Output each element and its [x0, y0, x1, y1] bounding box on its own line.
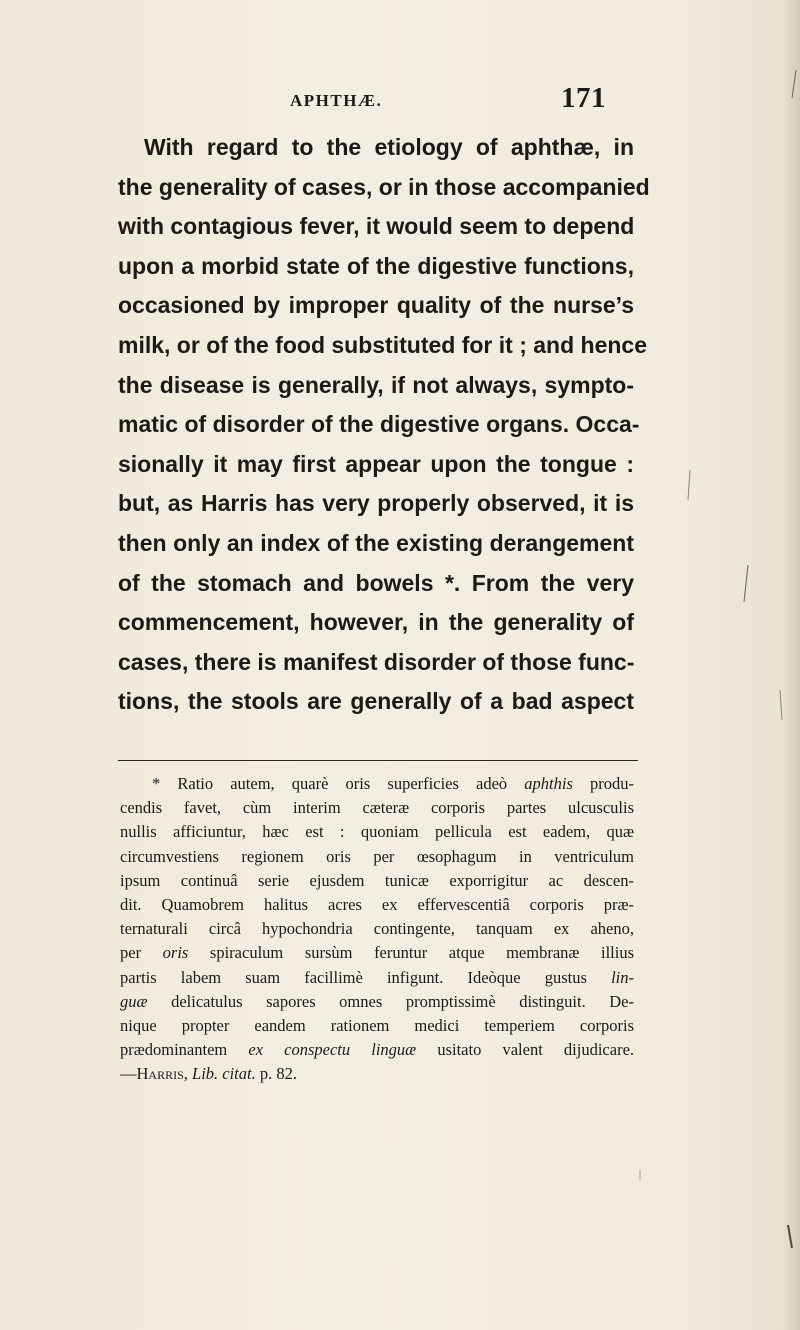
footnote-text: * Ratio autem, quarè oris superficies adeò — [152, 774, 525, 793]
footnote-text: produ- — [572, 774, 634, 793]
page-edge-shadow — [782, 0, 800, 1330]
text-line: milk, or of the food substituted for it ; and hence — [118, 331, 647, 358]
text-line: with contagious fever, it would seem to depend — [118, 213, 635, 240]
text-line: tions, the stools are generally of a bad aspect — [118, 688, 634, 715]
footnote-text: partis labem suam facillimè infigunt. Ideòque gustus — [120, 967, 612, 987]
page-header — [0, 82, 800, 122]
text-line: the generality of cases, or in those accompanied — [118, 173, 650, 200]
text-line: sionally it may first appear upon the tongue : — [118, 450, 634, 477]
main-text — [118, 128, 650, 722]
footnote-line: ternaturali circâ hypochondria contingente, tanquam ex aheno, — [120, 919, 634, 939]
footnote-line: nullis afficiuntur, hæc est : quoniam pellicula est eadem, quæ — [120, 822, 634, 842]
footnote-rule — [118, 760, 638, 761]
footnote-text: , — [183, 1064, 193, 1084]
text-line: commencement, however, in the generality of — [118, 609, 634, 636]
footnote-italic: ex conspectu linguæ — [248, 1040, 417, 1060]
footnote-line: ipsum continuâ serie ejusdem tunicæ exporrigitur ac descen- — [120, 870, 634, 890]
text-line: but, as Harris has very properly observed, it is — [118, 490, 634, 517]
footnote-italic: guæ — [120, 991, 148, 1011]
footnote-line: cendis favet, cùm interim cæteræ corporis partes ulcusculis — [120, 798, 634, 818]
footnote-line: circumvestiens regionem oris per œsophagum in ventriculum — [120, 846, 634, 866]
footnote-italic: lin- — [611, 967, 634, 987]
text-line: upon a morbid state of the digestive functions, — [118, 252, 634, 279]
footnote-line — [120, 990, 634, 1014]
footnote — [120, 772, 634, 1087]
page-number: 171 — [561, 82, 606, 114]
footnote-text: spiraculum sursùm feruntur atque membranæ illius — [188, 943, 634, 963]
text-line: occasioned by improper quality of the nurse’s — [118, 292, 634, 319]
footnote-line: dit. Quamobrem halitus acres ex effervescentiâ corporis præ- — [120, 895, 634, 915]
footnote-italic: aphthis — [524, 774, 573, 793]
text-line: of the stomach and bowels *. From the very — [118, 569, 634, 596]
footnote-italic: oris — [162, 943, 189, 963]
footnote-text: delicatulus sapores omnes promptissimè distinguit. De- — [147, 991, 634, 1011]
footnote-line — [120, 966, 634, 990]
footnote-text: per — [120, 943, 163, 963]
footnote-line — [120, 772, 634, 796]
footnote-citation — [120, 1062, 634, 1086]
footnote-text: usitato valent dijudicare. — [416, 1040, 635, 1060]
footnote-text: — — [120, 1064, 137, 1084]
footnote-text: p. 82. — [255, 1064, 297, 1084]
footnote-line: nique propter eandem rationem medici temperiem corporis — [120, 1016, 634, 1036]
footnote-italic: Lib. citat. — [192, 1064, 256, 1084]
text-line: then only an index of the existing derangement — [118, 529, 634, 556]
running-head: APHTHÆ. — [290, 91, 383, 110]
footnote-line — [120, 1038, 634, 1062]
text-line: cases, there is manifest disorder of those func- — [118, 648, 635, 675]
text-line: the disease is generally, if not always, sympto- — [118, 371, 634, 398]
footnote-author: Harris — [136, 1064, 184, 1084]
footnote-text: prædominantem — [120, 1040, 249, 1060]
text-line: matic of disorder of the digestive organs. Occa- — [118, 411, 640, 438]
text-line: With regard to the etiology of aphthæ, in — [144, 134, 634, 160]
footnote-line — [120, 941, 634, 965]
